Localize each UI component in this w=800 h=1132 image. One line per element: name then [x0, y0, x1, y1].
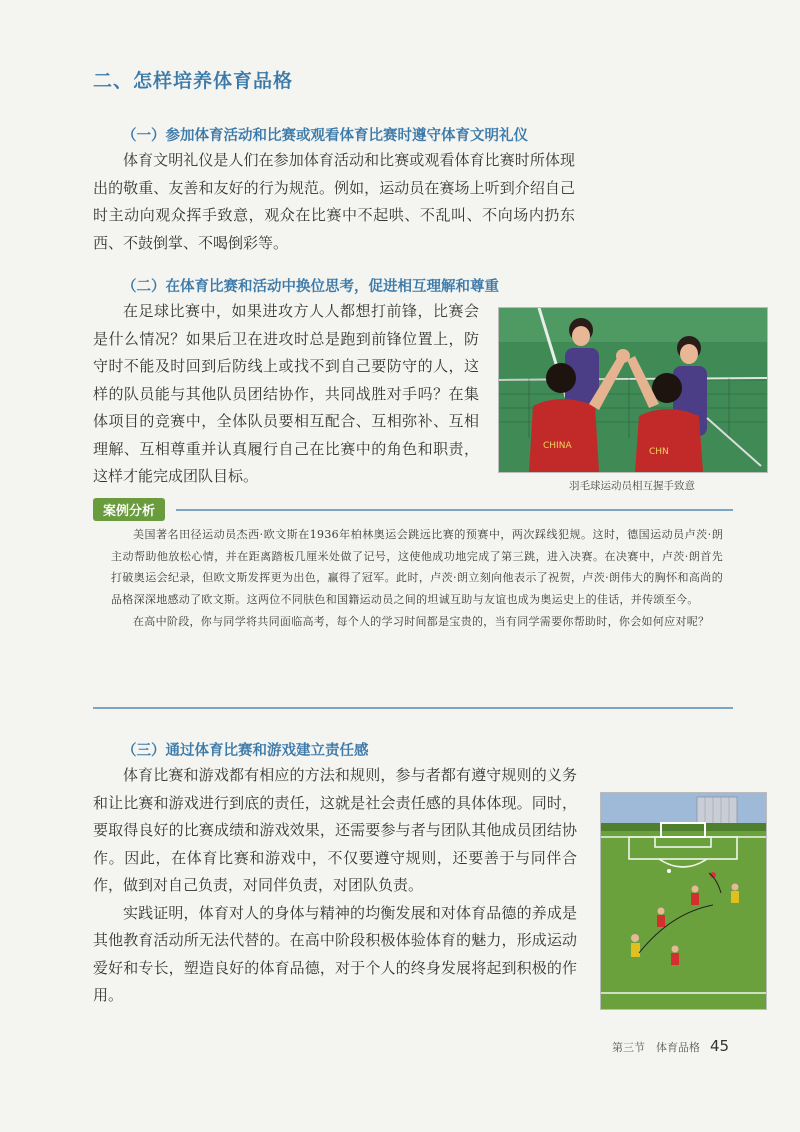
part1-body [93, 147, 575, 257]
svg-text:CHN: CHN [649, 447, 669, 457]
svg-text:CHINA: CHINA [543, 441, 572, 451]
part3-title: （三）通过体育比赛和游戏建立责任感 [122, 743, 369, 759]
case-analysis-box [93, 498, 733, 628]
page-footer [612, 1037, 729, 1055]
case-paragraph-1: 美国著名田径运动员杰西·欧文斯在1936年柏林奥运会跳远比赛的预赛中，两次踩线犯规。这时，德国运动员卢茨·朗主动帮助他放松心情，并在距离踏板几厘米处做了记号，这使他成功地完成了第三跳，进入决赛。在决赛中，卢茨·朗首先打破奥运会纪录，但欧文斯发挥更为出色，赢得了冠军。此时，卢茨·朗立刻向他表示了祝贺，卢茨·朗伟大的胸怀和高尚的品格深深地感动了欧文斯。这两位不同肤色和国籍运动员之间的坦诚互助与友谊也成为奥运史上的佳话，并传颂至今。 [111, 528, 723, 607]
part2-title: （二）在体育比赛和活动中换位思考，促进相互理解和尊重 [122, 279, 499, 295]
case-bottom-rule [93, 707, 733, 709]
case-top-rule [176, 509, 733, 511]
part1-title: （一）参加体育活动和比赛或观看体育比赛时遵守体育文明礼仪 [122, 128, 528, 144]
case-text [111, 524, 723, 633]
page-number: 45 [710, 1037, 730, 1055]
footer-section: 第三节 体育品格 [612, 1041, 700, 1054]
soccer-illustration [600, 792, 767, 1010]
part2-paragraph: 在足球比赛中，如果进攻方人人都想打前锋，比赛会是什么情况？如果后卫在进攻时总是跑到前锋位置上，防守时不能及时回到后防线上或找不到自己要防守的人，这样的队员能与其他队员团结协作，共同战胜对手吗？在集体项目的竞赛中，全体队员要相互配合、互相弥补、互相理解、互相尊重并认真履行自己在比赛中的角色和职责，这样才能完成团队目标。 [93, 302, 479, 485]
case-paragraph-2: 在高中阶段，你与同学将共同面临高考，每个人的学习时间都是宝贵的，当有同学需要你帮助时，你会如何应对呢？ [133, 614, 710, 628]
part1-paragraph: 体育文明礼仪是人们在参加体育活动和比赛或观看体育比赛时所体现出的敬重、友善和友好的行为规范。例如，运动员在赛场上听到介绍自己时主动向观众挥手致意，观众在比赛中不起哄、不乱叫、不向场内扔东西、不鼓倒掌、不喝倒彩等。 [93, 151, 575, 252]
part3-body [93, 762, 577, 1010]
part2-body [93, 298, 479, 491]
case-analysis-tag: 案例分析 [93, 498, 165, 521]
badminton-photo-caption: 羽毛球运动员相互握手致意 [569, 480, 695, 492]
section-title: 二、怎样培养体育品格 [93, 70, 294, 92]
badminton-photo [498, 307, 768, 473]
part3-paragraph-1: 体育比赛和游戏都有相应的方法和规则，参与者都有遵守规则的义务和让比赛和游戏进行到底的责任，这就是社会责任感的具体体现。同时，要取得良好的比赛成绩和游戏效果，还需要参与者与团队其他成员团结协作。因此，在体育比赛和游戏中，不仅要遵守规则，还要善于与同伴合作，做到对自己负责，对同伴负责，对团队负责。 [93, 766, 577, 894]
part3-paragraph-2: 实践证明，体育对人的身体与精神的均衡发展和对体育品德的养成是其他教育活动所无法代替的。在高中阶段积极体验体育的魅力，形成运动爱好和专长，塑造良好的体育品德，对于个人的终身发展将起到积极的作用。 [93, 903, 577, 1004]
